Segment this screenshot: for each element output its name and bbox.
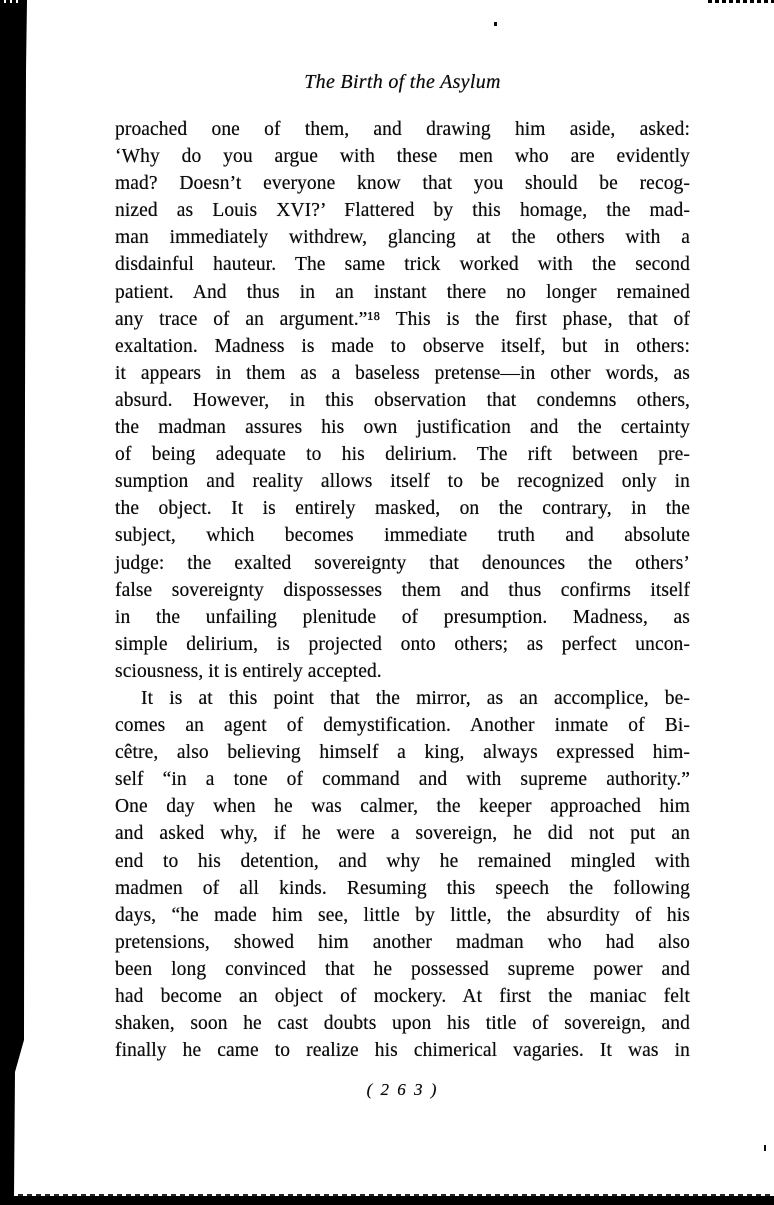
text-line: mad? Doesn’t everyone know that you should be recog- [115,173,690,195]
text-line: it appears in them as a baseless pretense—in other words, as [115,362,690,384]
text-line: One day when he was calmer, the keeper approached him [115,796,690,818]
text-line: absurd. However, in this observation that condemns others, [115,389,690,411]
text-line: cêtre, also believing himself a king, always expressed him- [115,742,690,764]
text-line: finally he came to realize his chimerical vagaries. It was in [115,1040,690,1062]
text-line: self “in a tone of command and with supreme authority.” [115,769,690,791]
text-line: the madman assures his own justification and the certainty [115,417,690,439]
text-line: sumption and reality allows itself to be recognized only in [115,471,690,493]
text-line: been long convinced that he possessed supreme power and [115,958,690,980]
scan-speck [494,22,497,26]
text-line: disdainful hauteur. The same trick worked with the second [115,254,690,276]
text-line: the object. It is entirely masked, on the contrary, in the [115,498,690,520]
text-line: exaltation. Madness is made to observe itself, but in others: [115,335,690,357]
scan-gutter-bar [0,0,28,1205]
text-line: madmen of all kinds. Resuming this speech the following [115,877,690,899]
scan-artifact-top-left-dashes [0,0,22,3]
text-line: end to his detention, and why he remained mingled with [115,850,690,872]
text-line: in the unfailing plenitude of presumption. Madness, as [115,606,690,628]
page-number: ( 2 6 3 ) [366,1080,439,1099]
text-line: proached one of them, and drawing him aside, asked: [115,119,690,140]
text-line: had become an object of mockery. At first the maniac felt [115,986,690,1007]
text-line: man immediately withdrew, glancing at the others with a [115,227,690,249]
body-text [115,116,690,1064]
text-line: any trace of an argument.”¹⁸ This is the first phase, that of [115,308,690,330]
scan-speck [764,1145,766,1151]
text-line: judge: the exalted sovereignty that denounces the others’ [115,552,690,574]
text-line: nized as Louis XVI?’ Flattered by this homage, the mad- [115,200,690,222]
text-line: and asked why, if he were a sovereign, he did not put an [115,823,690,845]
text-line: patient. And thus in an instant there no longer remained [115,281,690,303]
text-line: of being adequate to his delirium. The rift between pre- [115,444,690,466]
text-line: simple delirium, is projected onto others; as perfect uncon- [115,633,690,655]
running-header: The Birth of the Asylum [304,71,501,93]
text-line: subject, which becomes immediate truth and absolute [115,525,690,547]
scan-bottom-bar [0,1196,774,1205]
text-line: pretensions, showed him another madman who had also [115,931,690,953]
text-line: comes an agent of demystification. Another inmate of Bi- [115,715,690,737]
text-line: shaken, soon he cast doubts upon his title of sovereign, and [115,1013,690,1035]
text-line: It is at this point that the mirror, as an accomplice, be- [141,687,690,709]
text-line: false sovereignty dispossesses them and thus confirms itself [115,579,690,601]
scan-artifact-top-right-dashes [708,0,774,3]
text-line: sciousness, it is entirely accepted. [115,660,382,682]
text-line: days, “he made him see, little by little, the absurdity of his [115,904,690,926]
text-line: ‘Why do you argue with these men who are evidently [115,146,690,168]
